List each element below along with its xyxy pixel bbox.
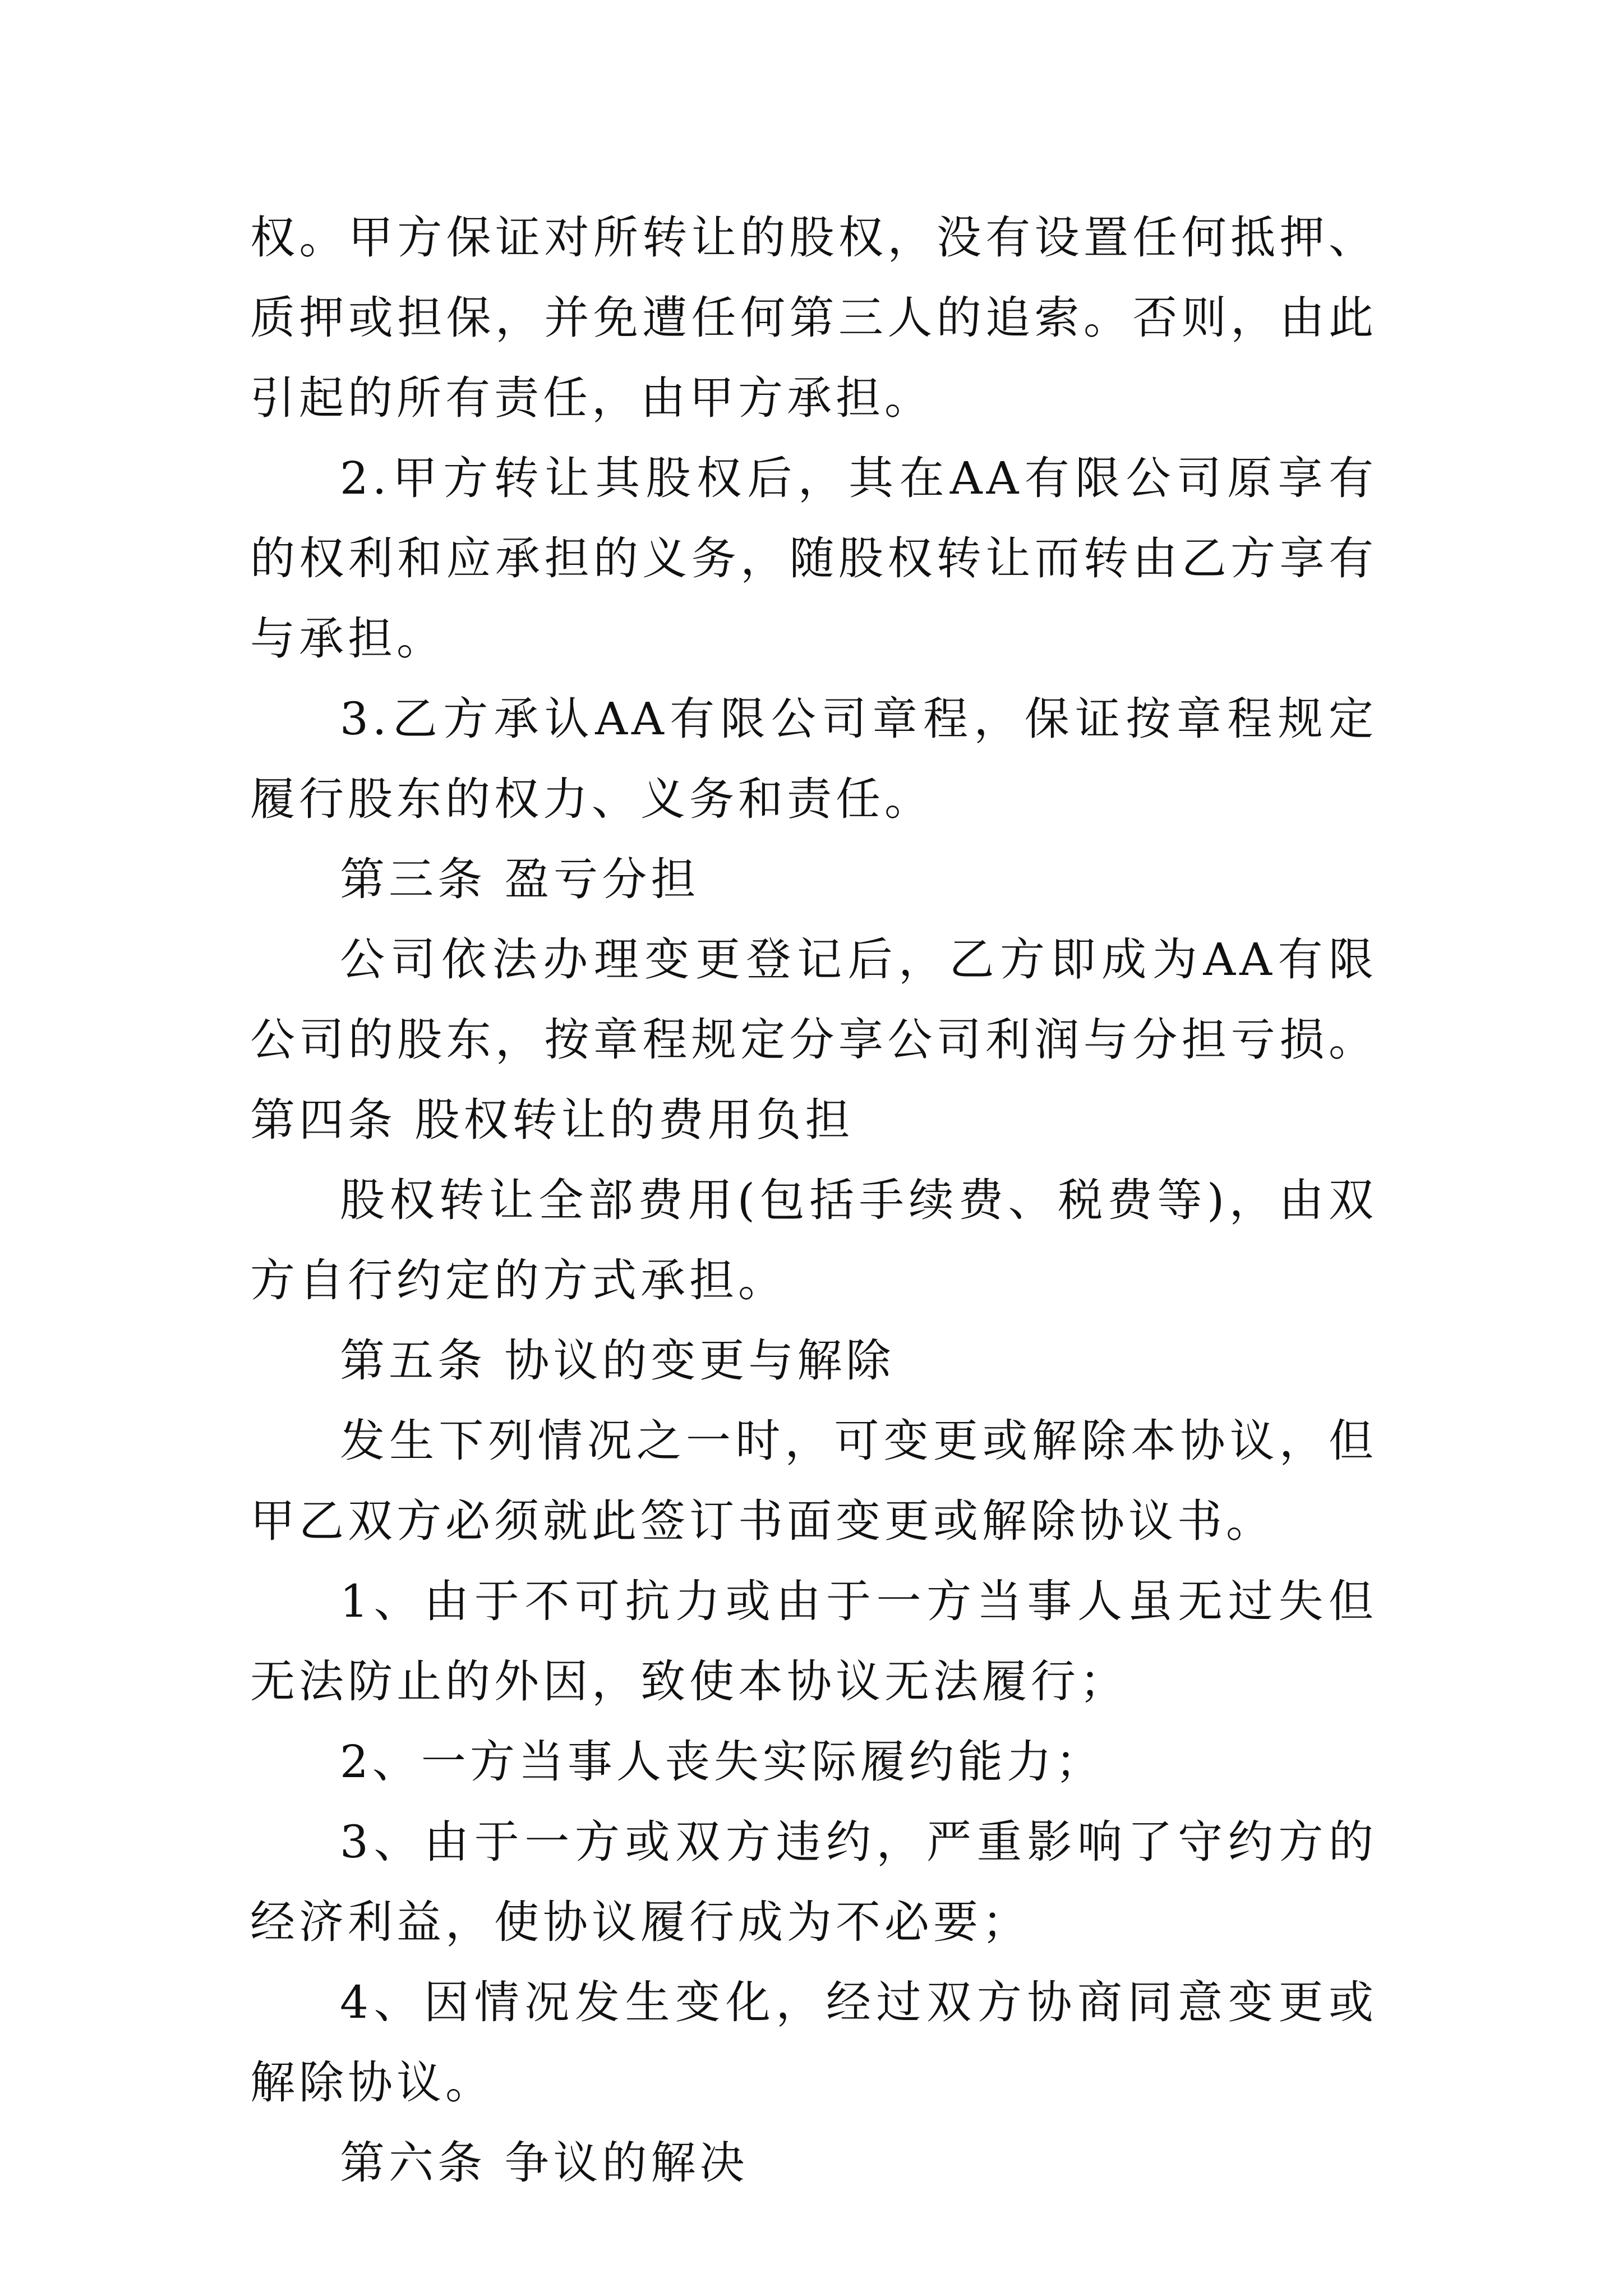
paragraph-profit-loss: 公司依法办理变更登记后，乙方即成为AA有限公司的股东，按章程规定分享公司利润与分担亏损。 第四条 股权转让的费用负担 (250, 933, 1377, 1146)
paragraph-guarantee-continued: 权。甲方保证对所转让的股权，没有设置任何抵押、质押或担保，并免遭任何第三人的追索。否则，由此引起的所有责任，由甲方承担。 (250, 211, 1377, 424)
list-item-force-majeure: 1、由于不可抗力或由于一方当事人虽无过失但无法防止的外因，致使本协议无法履行； (250, 1575, 1377, 1708)
list-item-loss-of-capacity: 2、一方当事人丧失实际履约能力； (340, 1736, 1104, 1788)
article-3-heading: 第三条 盈亏分担 (340, 853, 700, 905)
list-item-mutual-agreement: 4、因情况发生变化，经过双方协商同意变更或解除协议。 (250, 1976, 1377, 2109)
paragraph-clause-2-rights-transfer: 2.甲方转让其股权后，其在AA有限公司原享有的权利和应承担的义务，随股权转让而转由乙方享有与承担。 (250, 452, 1377, 665)
article-5-heading: 第五条 协议的变更与解除 (340, 1335, 895, 1387)
paragraph-transfer-fees: 股权转让全部费用(包括手续费、税费等)，由双方自行约定的方式承担。 (250, 1174, 1377, 1306)
paragraph-change-conditions: 发生下列情况之一时，可变更或解除本协议，但甲乙双方必须就此签订书面变更或解除协议书。 (250, 1415, 1377, 1547)
article-6-heading: 第六条 争议的解决 (340, 2137, 749, 2189)
document-body (250, 197, 1377, 2203)
paragraph-clause-3-articles: 3.乙方承认AA有限公司章程，保证按章程规定履行股东的权力、义务和责任。 (250, 693, 1377, 825)
list-item-breach: 3、由于一方或双方违约，严重影响了守约方的经济利益，使协议履行成为不必要； (250, 1816, 1377, 1948)
